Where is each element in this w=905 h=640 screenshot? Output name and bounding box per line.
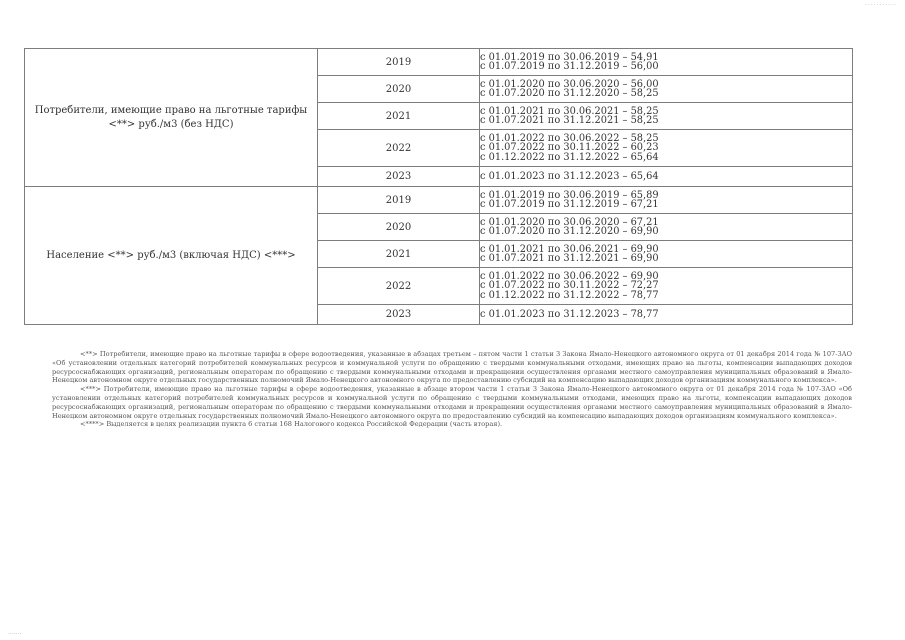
- period-line: с 01.01.2021 по 30.06.2021 – 58,25: [480, 105, 659, 117]
- year-cell: 2021: [318, 103, 480, 130]
- footnote-3: <****> Выделяется в целях реализации пункта 6 статьи 168 Налогового кодекса Российской Федерации (часть вторая).: [80, 420, 503, 429]
- period-line: с 01.07.2022 по 30.11.2022 – 60,23: [480, 142, 659, 154]
- period-line: с 01.01.2020 по 30.06.2020 – 56,00: [480, 78, 659, 90]
- footnote-2: <***> Потребители, имеющие право на льготные тарифы в сфере водоотведения, указанные в абзаце втором части 1 статьи 3 Закона Ямало-Ненецкого автономного округа от 01 декабря 2014 года № 107-ЗАО «Об установлении отдельных категорий потребителей коммунальных ресурсов и коммунальной услуги по обращению с твердыми коммунальными отходами, имеющих право на льготы, компенсации выпадающих доходов ресурсоснабжающих организаций, региональным операторам по обращению с твердыми коммунальными отходами и прекращении осуществления органами местного самоуправления муниципальных образований в Ямало-Ненецком автономном округе отдельных государственных полномочий Ямало-Ненецкого автономного округа по предоставлению субсидий на компенсацию выпадающих доходов организациям коммунального комплекса».: [52, 385, 852, 420]
- period-line: с 01.01.2021 по 30.06.2021 – 69,90: [480, 243, 659, 255]
- year-cell: 2020: [318, 76, 480, 103]
- footnote-1: <**> Потребители, имеющие право на льготные тарифы в сфере водоотведения, указанные в абзацах третьем – пятом части 1 статьи 3 Закона Ямало-Ненецкого автономного округа от 01 декабря 2014 года № 107-ЗАО «Об установлении отдельных категорий потребителей коммунальных ресурсов и коммунальной услуги по обращению с твердыми коммунальными отходами, имеющих право на льготы, компенсации выпадающих доходов ресурсоснабжающих организаций, региональным операторам по обращению с твердыми коммунальными отходами и прекращении осуществления органами местного самоуправления муниципальных образований в Ямало-Ненецком автономном округе отдельных государственных полномочий Ямало-Ненецкого автономного округа по предоставлению субсидий на компенсацию выпадающих доходов организациям коммунального комплекса».: [52, 350, 852, 385]
- tariff-table: [24, 48, 853, 325]
- group-label: Потребители, имеющие право на льготные тарифы <**> руб./м3 (без НДС): [25, 49, 318, 187]
- period-line: с 01.01.2022 по 30.06.2022 – 69,90: [480, 270, 659, 282]
- year-cell: 2021: [318, 241, 480, 268]
- scan-corner-mark: ···········: [865, 2, 897, 9]
- period-line: с 01.01.2022 по 30.06.2022 – 58,25: [480, 132, 659, 144]
- period-line: с 01.12.2022 по 31.12.2022 – 78,77: [480, 289, 659, 301]
- table-row: [25, 49, 853, 76]
- year-cell: 2019: [318, 49, 480, 76]
- scan-bottom-mark: ·······: [8, 631, 22, 638]
- period-line: с 01.01.2023 по 31.12.2023 – 65,64: [480, 170, 659, 182]
- period-cell: [480, 305, 853, 325]
- year-cell: 2023: [318, 167, 480, 187]
- period-line: с 01.07.2019 по 31.12.2019 – 67,21: [480, 199, 659, 210]
- period-cell: [480, 241, 853, 268]
- period-cell: [480, 76, 853, 103]
- period-line: с 01.07.2020 по 31.12.2020 – 69,90: [480, 226, 659, 237]
- period-cell: [480, 214, 853, 241]
- period-cell: [480, 103, 853, 130]
- year-cell: 2022: [318, 130, 480, 167]
- year-cell: 2019: [318, 187, 480, 214]
- period-cell: [480, 187, 853, 214]
- period-line: с 01.07.2019 по 31.12.2019 – 56,00: [480, 61, 659, 72]
- period-line: с 01.01.2020 по 30.06.2020 – 67,21: [480, 216, 659, 228]
- period-line: с 01.01.2019 по 30.06.2019 – 54,91: [480, 51, 659, 63]
- period-cell: [480, 268, 853, 305]
- year-cell: 2023: [318, 305, 480, 325]
- period-line: с 01.07.2021 по 31.12.2021 – 58,25: [480, 115, 659, 126]
- year-cell: 2022: [318, 268, 480, 305]
- group-label: Население <**> руб./м3 (включая НДС) <***>: [25, 187, 318, 325]
- period-cell: [480, 49, 853, 76]
- footnotes: [52, 350, 852, 429]
- period-cell: [480, 167, 853, 187]
- period-line: с 01.01.2023 по 31.12.2023 – 78,77: [480, 308, 659, 320]
- period-line: с 01.07.2022 по 30.11.2022 – 72,27: [480, 280, 659, 292]
- period-line: с 01.07.2020 по 31.12.2020 – 58,25: [480, 88, 659, 99]
- period-cell: [480, 130, 853, 167]
- period-line: с 01.01.2019 по 30.06.2019 – 65,89: [480, 189, 659, 201]
- table-row: [25, 187, 853, 214]
- year-cell: 2020: [318, 214, 480, 241]
- period-line: с 01.07.2021 по 31.12.2021 – 69,90: [480, 253, 659, 264]
- period-line: с 01.12.2022 по 31.12.2022 – 65,64: [480, 151, 659, 163]
